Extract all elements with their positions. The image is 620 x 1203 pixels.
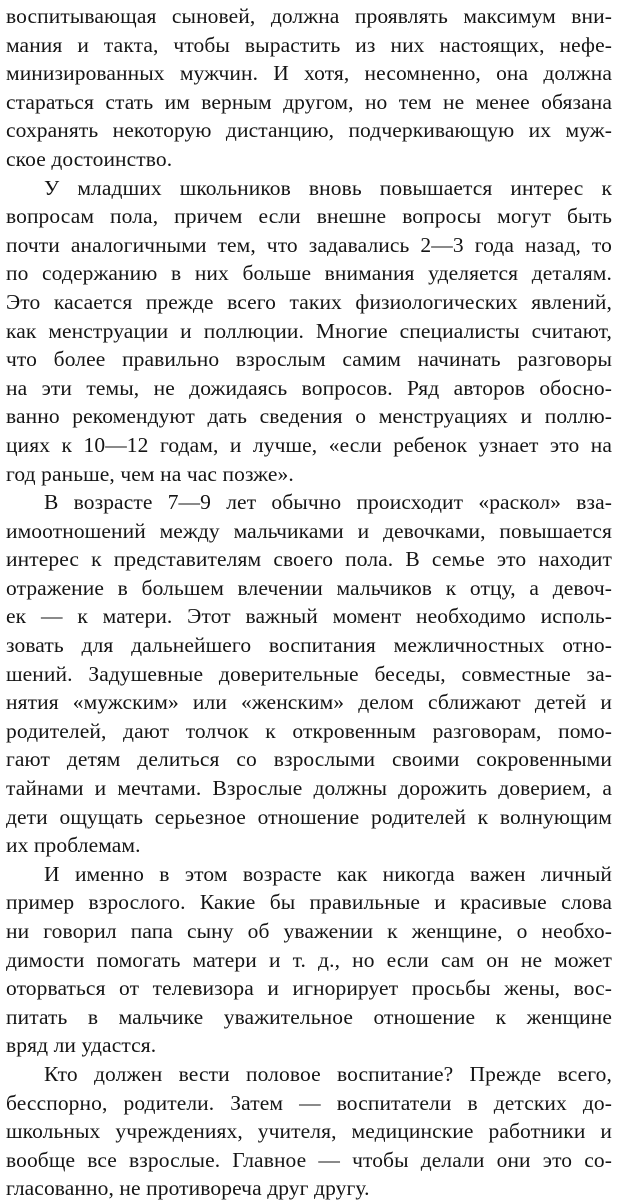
paragraph [6,860,612,1060]
text-line: У младших школьников вновь повышается интерес к [44,175,612,200]
text-line: вообще все взрослые. Главное — чтобы делали они это со- [6,1147,612,1172]
text-line: ек — к матери. Этот важный момент необходимо исполь- [6,604,612,629]
text-line: дети ощущать серьезное отношение родителей к волнующим [6,804,612,829]
text-line: ни говорил папа сыну об уважении к женщине, о необхо- [6,919,612,943]
text-line: воспитывающая сыновей, должна проявлять максимум вни- [6,4,612,28]
text-line: нятия «мужским» или «женским» делом сближают детей и [6,690,612,715]
text-line: Это касается прежде всего таких физиологических явлений, [6,289,612,314]
text-line: гласованно, не противореча друг другу. [6,1176,370,1201]
text-line: питать в мальчике уважительное отношение к женщине [6,1004,612,1029]
text-line: циях к 10—12 годам, и лучше, «если ребенок узнает это на [6,432,612,457]
paragraph [6,2,612,174]
text-line: стараться стать им верным другом, но тем не менее обязана [6,89,612,114]
text-line: шений. Задушевные доверительные беседы, совместные за- [6,661,612,686]
text-line: отражение в большем влечении мальчиков к отцу, а девоч- [6,575,612,600]
text-line: тайнами и мечтами. Взрослые должны дорожить доверием, а [6,776,612,801]
text-line: зовать для дальнейшего воспитания межличностных отно- [6,633,612,658]
text-line: оторваться от телевизора и игнорирует просьбы жены, вос- [6,976,612,1001]
text-line: школьных учреждениях, учителя, медицинские работники и [6,1119,612,1144]
text-line: И именно в этом возрасте как никогда важен личный [44,861,612,886]
text-line: как менструации и поллюции. Многие специалисты считают, [6,318,612,343]
text-line: по содержанию в них больше внимания уделяется деталям. [6,261,612,286]
text-line: их проблемам. [6,833,141,858]
paragraph [6,488,612,860]
text-line: вопросам пола, причем если внешне вопросы могут быть [6,204,612,229]
text-line: бесспорно, родители. Затем — воспитатели в детских до- [6,1090,612,1115]
text-line: вряд ли удастся. [6,1033,157,1058]
text-line: минизированных мужчин. И хотя, несомненно, она должна [6,61,612,86]
text-line: ское достоинство. [6,146,173,171]
text-line: пример взрослого. Какие бы правильные и красивые слова [6,890,612,915]
text-line: год раньше, чем на час позже». [6,461,294,486]
text-line: интерес к представителям своего пола. В семье это находит [6,547,612,572]
text-line: родителей, дают толчок к откровенным разговорам, помо- [6,718,612,743]
paragraph [6,1060,612,1203]
text-line: сохранять некоторую дистанцию, подчеркивающую их муж- [6,118,612,143]
text-line: мания и такта, чтобы вырастить из них настоящих, нефе- [6,32,612,57]
paragraph [6,174,612,489]
text-line: ванно рекомендуют дать сведения о менструациях и поллю- [6,404,612,429]
text-line: В возрасте 7—9 лет обычно происходит «раскол» вза- [44,490,612,515]
text-line: димости помогать матери и т. д., но если сам он не может [6,947,612,972]
text-line: на эти темы, не дожидаясь вопросов. Ряд авторов обосно- [6,375,612,400]
text-line: Кто должен вести половое воспитание? Прежде всего, [44,1061,612,1086]
text-line: почти аналогичными тем, что задавались 2—3 года назад, то [6,232,612,257]
text-line: имоотношений между мальчиками и девочками, повышается [6,518,612,543]
text-line: что более правильно взрослым самим начинать разговоры [6,347,612,372]
text-line: гают детям делиться со взрослыми своими сокровенными [6,747,612,772]
